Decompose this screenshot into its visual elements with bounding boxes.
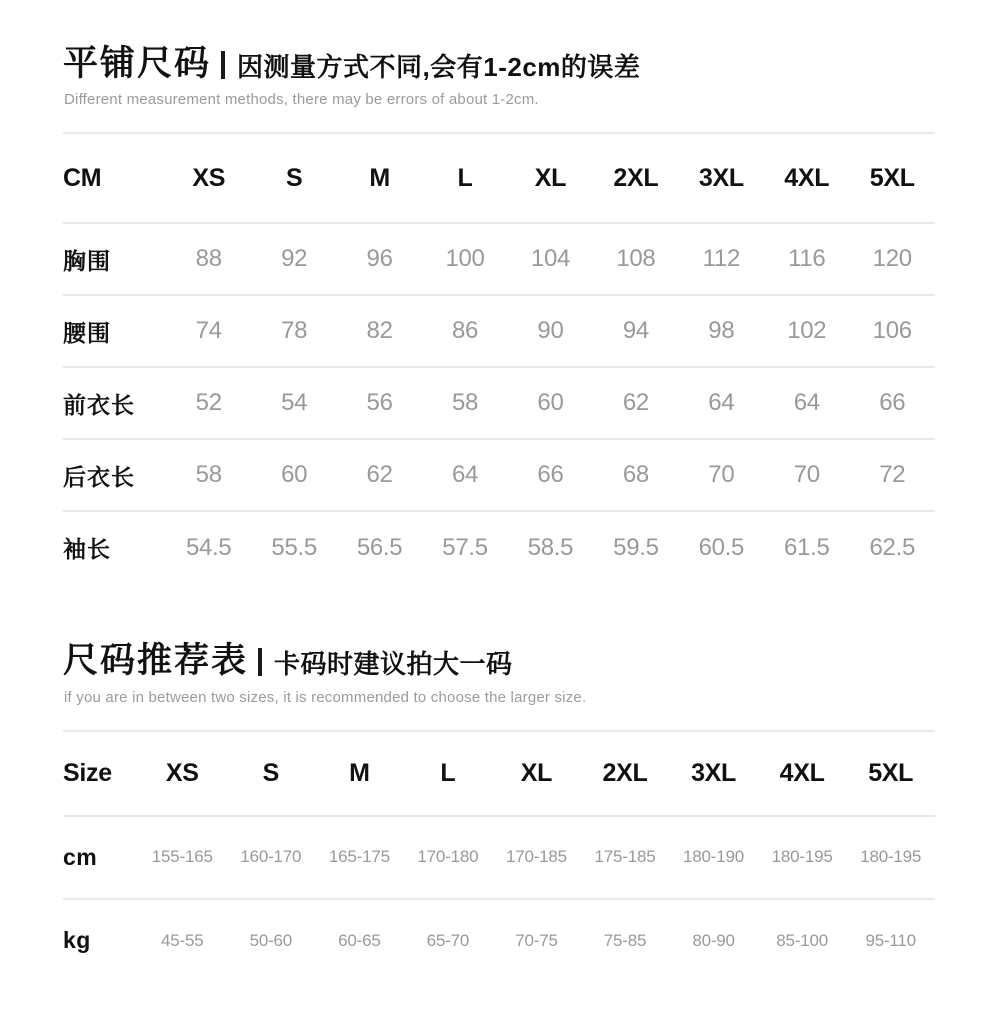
- column-header: M: [349, 758, 370, 787]
- row-label: cm: [63, 843, 98, 870]
- size-value: 78: [281, 317, 308, 345]
- size-value: 104: [530, 245, 571, 273]
- size-value: 90: [537, 317, 564, 345]
- size-value: 64: [793, 389, 820, 417]
- size-range-value: 60-65: [338, 930, 381, 950]
- size-value: 64: [451, 461, 479, 489]
- flat-size-note-zh: 因测量方式不同,会有1-2cm的误差: [237, 52, 641, 83]
- size-value: 58: [451, 389, 479, 417]
- column-header: Size: [63, 758, 112, 787]
- size-value: 59.5: [613, 533, 659, 561]
- size-value: 60.5: [698, 533, 745, 561]
- size-value: 66: [879, 389, 906, 417]
- size-range-value: 170-180: [417, 847, 479, 866]
- column-header: CM: [63, 163, 102, 192]
- table-row: [63, 816, 935, 899]
- column-header: XL: [520, 758, 553, 787]
- table-row: [63, 511, 935, 583]
- size-value: 58: [195, 461, 222, 489]
- flat-size-title: 平铺尺码: [63, 44, 212, 83]
- column-header: XS: [165, 758, 199, 787]
- size-value: 74: [195, 317, 222, 345]
- size-value: 94: [622, 317, 649, 345]
- size-range-value: 80-90: [692, 930, 735, 950]
- column-header: 3XL: [698, 163, 744, 192]
- size-value: 58.5: [527, 533, 574, 561]
- column-header: 4XL: [779, 758, 825, 787]
- size-value: 60: [281, 461, 308, 489]
- size-value: 52: [195, 389, 222, 417]
- table-row: [63, 295, 935, 367]
- size-value: 106: [872, 317, 912, 345]
- column-header: 5XL: [868, 758, 914, 787]
- flat-size-table: [63, 132, 935, 583]
- size-range-value: 75-85: [603, 930, 647, 950]
- column-header: XS: [192, 163, 226, 192]
- size-range-value: 50-60: [249, 930, 293, 950]
- column-header: 4XL: [784, 163, 830, 192]
- size-value: 102: [787, 317, 827, 345]
- title-separator: [258, 648, 262, 676]
- recommendation-title-row: [63, 641, 935, 681]
- size-value: 116: [788, 245, 826, 273]
- size-value: 92: [281, 245, 308, 273]
- size-value: 98: [708, 317, 735, 345]
- column-header: 2XL: [613, 163, 659, 192]
- size-value: 64: [708, 389, 735, 417]
- size-range-value: 155-165: [151, 847, 213, 866]
- flat-size-section: [63, 44, 935, 583]
- size-value: 86: [451, 317, 479, 345]
- recommendation-title: 尺码推荐表: [63, 641, 249, 681]
- row-label: 前衣长: [63, 391, 135, 418]
- size-range-value: 180-195: [860, 847, 922, 866]
- size-value: 72: [879, 461, 906, 489]
- size-value: 120: [872, 245, 912, 273]
- size-value: 62: [366, 461, 393, 489]
- column-header: 5XL: [869, 163, 915, 192]
- size-range-value: 85-100: [776, 930, 828, 950]
- size-value: 55.5: [271, 533, 317, 561]
- table-row: [63, 899, 935, 982]
- size-value: 108: [616, 245, 656, 273]
- size-value: 100: [445, 245, 485, 273]
- title-separator: [221, 51, 225, 79]
- size-value: 96: [366, 245, 393, 273]
- row-label: 腰围: [63, 319, 111, 346]
- flat-size-note-en: Different measurement methods, there may be errors of about 1-2cm.: [64, 91, 539, 109]
- column-header: XL: [534, 163, 567, 192]
- size-value: 82: [366, 317, 393, 345]
- size-value: 60: [537, 389, 564, 417]
- size-range-value: 175-185: [594, 847, 656, 866]
- size-value: 57.5: [442, 533, 488, 561]
- column-header: S: [285, 163, 303, 192]
- size-value: 68: [622, 461, 649, 489]
- size-value: 112: [702, 245, 741, 273]
- column-header: 3XL: [691, 758, 737, 787]
- table-row: [63, 223, 935, 295]
- table-header-row: [63, 731, 935, 816]
- size-range-value: 95-110: [865, 930, 916, 950]
- size-value: 62.5: [869, 533, 915, 561]
- size-recommendation-section: [63, 641, 935, 981]
- size-value: 62: [622, 389, 649, 417]
- column-header: 2XL: [602, 758, 648, 787]
- size-value: 61.5: [784, 533, 830, 561]
- row-label: kg: [63, 927, 91, 953]
- column-header: L: [457, 163, 473, 192]
- table-row: [63, 367, 935, 439]
- size-value: 54.5: [185, 533, 232, 561]
- recommendation-note-zh: 卡码时建议拍大一码: [274, 649, 513, 680]
- column-header: S: [262, 758, 279, 787]
- size-value: 54: [281, 389, 308, 417]
- table-row: [63, 439, 935, 511]
- row-label: 胸围: [63, 247, 111, 274]
- recommendation-note-en: if you are in between two sizes, it is recommended to choose the larger size.: [64, 688, 587, 706]
- size-range-value: 70-75: [515, 930, 558, 950]
- size-range-value: 160-170: [240, 847, 302, 866]
- column-header: L: [440, 758, 456, 787]
- recommendation-table: [63, 730, 935, 982]
- size-value: 70: [793, 461, 820, 489]
- size-value: 56: [366, 389, 393, 417]
- row-label: 袖长: [63, 536, 111, 563]
- size-value: 88: [195, 245, 222, 273]
- size-range-value: 170-185: [505, 847, 567, 866]
- size-value: 56.5: [356, 533, 403, 561]
- flat-size-title-row: [63, 44, 935, 84]
- column-header: M: [369, 163, 390, 192]
- size-range-value: 45-55: [161, 930, 204, 950]
- size-value: 66: [537, 461, 564, 489]
- table-header-row: [63, 133, 935, 223]
- size-range-value: 180-190: [683, 847, 745, 866]
- size-value: 70: [708, 461, 735, 489]
- size-range-value: 180-195: [771, 847, 833, 866]
- size-range-value: 65-70: [426, 930, 470, 950]
- row-label: 后衣长: [63, 463, 135, 490]
- size-range-value: 165-175: [328, 847, 390, 866]
